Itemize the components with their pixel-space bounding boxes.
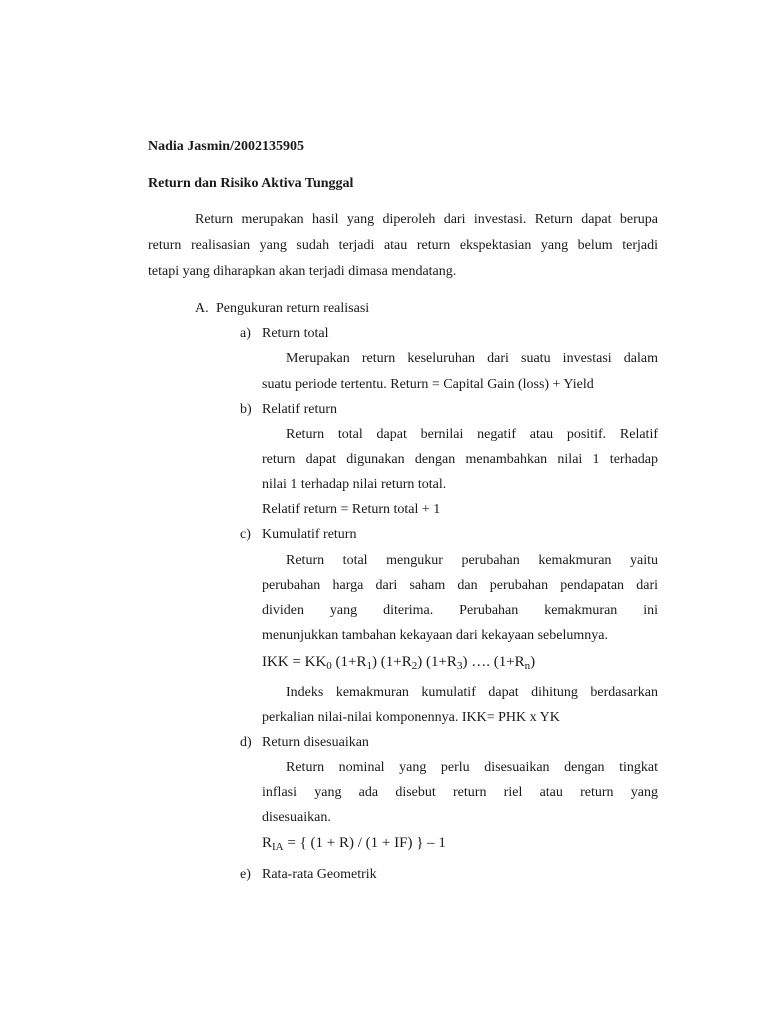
item-b-line-1: Return total dapat bernilai negatif atau positif. Relatif <box>286 427 658 442</box>
item-a-line-1: Merupakan return keseluruhan dari suatu investasi dalam <box>286 351 658 366</box>
item-b-line-2: return dapat digunakan dengan menambahkan nilai 1 terhadap <box>262 452 658 467</box>
intro-line-2: return realisasian yang sudah terjadi atau return ekspektasian yang belum terjadi <box>148 238 658 253</box>
item-c-line-3: dividen yang diterima. Perubahan kemakmuran ini <box>262 603 658 618</box>
ikk-formula: IKK = $KK_0$ $(1+R_1)$ $(1+R_2)$ $(1+R_3)$ …. $(1+R_n)$ <box>262 654 536 672</box>
item-a-line-2: suatu periode tertentu. Return = Capital Gain (loss) + Yield <box>262 377 594 392</box>
item-d-line-2: inflasi yang ada disebut return riel atau return yang <box>262 785 658 800</box>
item-b-line-3: nilai 1 terhadap nilai return total. <box>262 477 447 492</box>
item-a-marker: a) <box>240 326 251 341</box>
document-title: Return dan Risiko Aktiva Tunggal <box>148 176 354 191</box>
item-c-line-4: menunjukkan tambahan kekayaan dari kekayaan sebelumnya. <box>262 628 608 643</box>
item-e-title: Rata-rata Geometrik <box>262 867 377 882</box>
item-c-line-1: Return total mengukur perubahan kemakmuran yaitu <box>286 553 658 568</box>
item-c-line-6: perkalian nilai-nilai komponennya. IKK= PHK x YK <box>262 710 560 725</box>
item-b-line-4: Relatif return = Return total + 1 <box>262 502 441 517</box>
item-b-title: Relatif return <box>262 402 338 417</box>
item-c-line-2: perubahan harga dari saham dan perubahan pendapatan dari <box>262 578 658 593</box>
author-line: Nadia Jasmin/2002135905 <box>148 139 304 154</box>
item-d-title: Return disesuaikan <box>262 735 369 750</box>
section-a-marker: A. <box>195 301 209 316</box>
item-c-title: Kumulatif return <box>262 527 357 542</box>
item-e-marker: e) <box>240 867 251 882</box>
item-c-marker: c) <box>240 527 251 542</box>
item-d-line-1: Return nominal yang perlu disesuaikan dengan tingkat <box>286 760 658 775</box>
item-c-line-5: Indeks kemakmuran kumulatif dapat dihitung berdasarkan <box>286 685 658 700</box>
ria-formula: $R_{IA}$ = { (1 + R) / (1 + IF) } – 1 <box>262 835 446 853</box>
section-a-title: Pengukuran return realisasi <box>216 301 370 316</box>
item-b-marker: b) <box>240 402 252 417</box>
item-d-marker: d) <box>240 735 252 750</box>
intro-line-1: Return merupakan hasil yang diperoleh dari investasi. Return dapat berupa <box>195 212 658 227</box>
intro-line-3: tetapi yang diharapkan akan terjadi dimasa mendatang. <box>148 264 457 279</box>
item-d-line-3: disesuaikan. <box>262 810 331 825</box>
item-a-title: Return total <box>262 326 329 341</box>
